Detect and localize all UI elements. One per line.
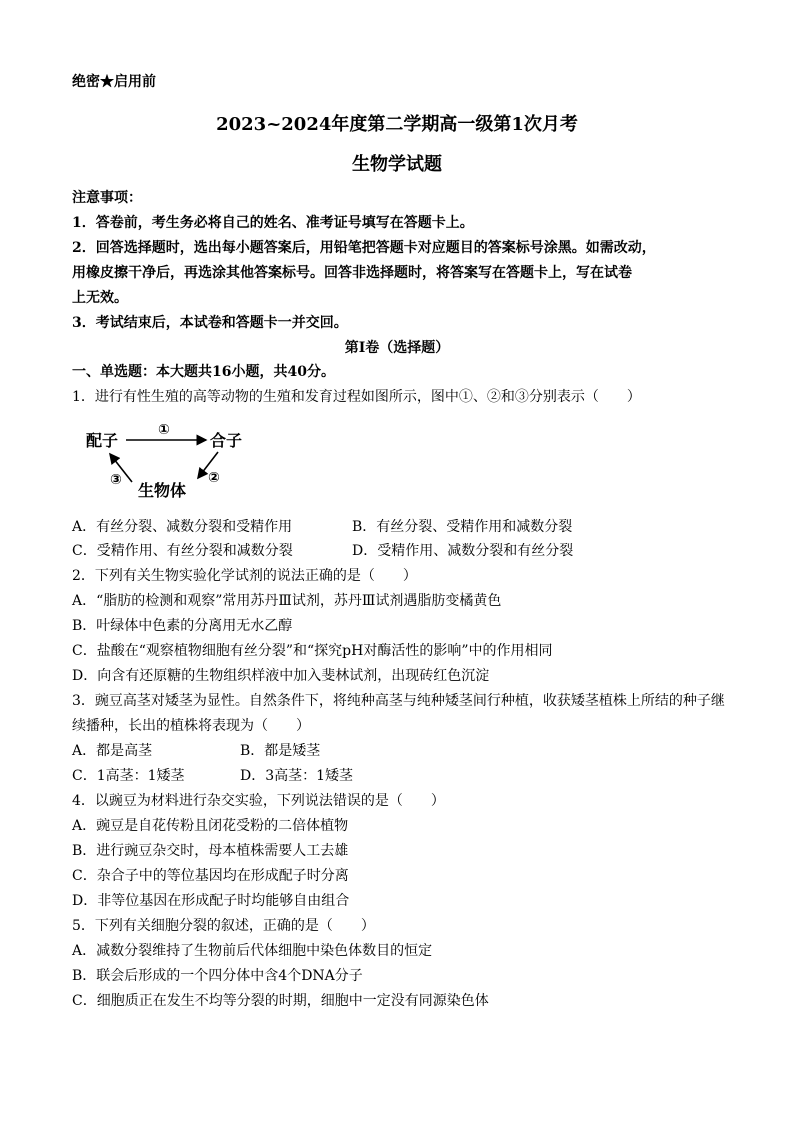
section-heading: 一、单选题：本大题共16小题，共40分。 — [72, 364, 335, 380]
mark-3: ③ — [110, 472, 122, 488]
q3-stem-line-1: 3．豌豆高茎对矮茎为显性。自然条件下，将纯种高茎与纯种矮茎间行种植，收获矮茎植株上所结的种子继 — [72, 693, 725, 709]
q3-option-a: A．都是高茎 — [72, 743, 153, 759]
q2-option-c: C．盐酸在“观察植物细胞有丝分裂”和“探究pH对酶活性的影响”中的作用相同 — [72, 643, 553, 659]
q5-option-c: C．细胞质正在发生不均等分裂的时期，细胞中一定没有同源染色体 — [72, 993, 489, 1009]
notes-heading: 注意事项： — [72, 190, 142, 206]
reproduction-cycle-diagram — [80, 418, 260, 506]
q5-stem: 5．下列有关细胞分裂的叙述，正确的是（ ） — [72, 918, 375, 934]
mark-2: ② — [208, 470, 220, 486]
q5-option-b: B．联会后形成的一个四分体中含4个DNA分子 — [72, 968, 363, 984]
exam-title: 2023~2024年度第二学期高一级第1次月考 — [216, 114, 578, 135]
q2-option-b: B．叶绿体中色素的分离用无水乙醇 — [72, 618, 293, 634]
q1-stem: 1．进行有性生殖的高等动物的生殖和发育过程如图所示，图中①、②和③分别表示（ ） — [72, 389, 641, 405]
organism-label: 生物体 — [138, 481, 187, 500]
note-2-line-3: 上无效。 — [72, 290, 128, 306]
note-1: 1．答卷前，考生务必将自己的姓名、准考证号填写在答题卡上。 — [72, 215, 474, 231]
q4-option-b: B．进行豌豆杂交时，母本植株需要人工去雄 — [72, 843, 349, 859]
q2-option-d: D．向含有还原糖的生物组织样液中加入斐林试剂，出现砖红色沉淀 — [72, 668, 490, 684]
note-3: 3．考试结束后，本试卷和答题卡一并交回。 — [72, 315, 348, 331]
q4-option-c: C．杂合子中的等位基因均在形成配子时分离 — [72, 868, 349, 884]
q5-option-a: A．减数分裂维持了生物前后代体细胞中染色体数目的恒定 — [72, 943, 433, 959]
mark-1: ① — [158, 422, 170, 438]
q1-option-c: C．受精作用、有丝分裂和减数分裂 — [72, 543, 293, 559]
q3-option-c: C．1高茎：1矮茎 — [72, 768, 185, 784]
q4-option-d: D．非等位基因在形成配子时均能够自由组合 — [72, 893, 350, 909]
q1-option-a: A．有丝分裂、减数分裂和受精作用 — [72, 519, 293, 535]
q3-option-b: B．都是矮茎 — [240, 743, 321, 759]
q4-stem: 4．以豌豆为材料进行杂交实验，下列说法错误的是（ ） — [72, 793, 445, 809]
note-2-line-2: 用橡皮擦干净后，再选涂其他答案标号。回答非选择题时，将答案写在答题卡上，写在试卷 — [72, 265, 632, 281]
q4-option-a: A．豌豆是自花传粉且闭花受粉的二倍体植物 — [72, 818, 349, 834]
q2-stem: 2．下列有关生物实验化学试剂的说法正确的是（ ） — [72, 568, 417, 584]
zygote-label: 合子 — [210, 431, 243, 450]
gamete-label: 配子 — [86, 431, 119, 450]
secret-mark: 绝密★启用前 — [72, 74, 156, 90]
note-2-line-1: 2．回答选择题时，选出每小题答案后，用铅笔把答题卡对应题目的答案标号涂黑。如需改动， — [72, 240, 656, 256]
q1-option-b: B．有丝分裂、受精作用和减数分裂 — [352, 519, 573, 535]
q3-option-d: D．3高茎：1矮茎 — [240, 768, 354, 784]
part-title: 第Ⅰ卷（选择题） — [344, 340, 450, 356]
q2-option-a: A．“脂肪的检测和观察”常用苏丹Ⅲ试剂，苏丹Ⅲ试剂遇脂肪变橘黄色 — [72, 593, 502, 609]
q1-option-d: D．受精作用、减数分裂和有丝分裂 — [352, 543, 574, 559]
q3-stem-line-2: 续播种，长出的植株将表现为（ ） — [72, 718, 310, 734]
exam-subtitle: 生物学试题 — [352, 154, 442, 175]
